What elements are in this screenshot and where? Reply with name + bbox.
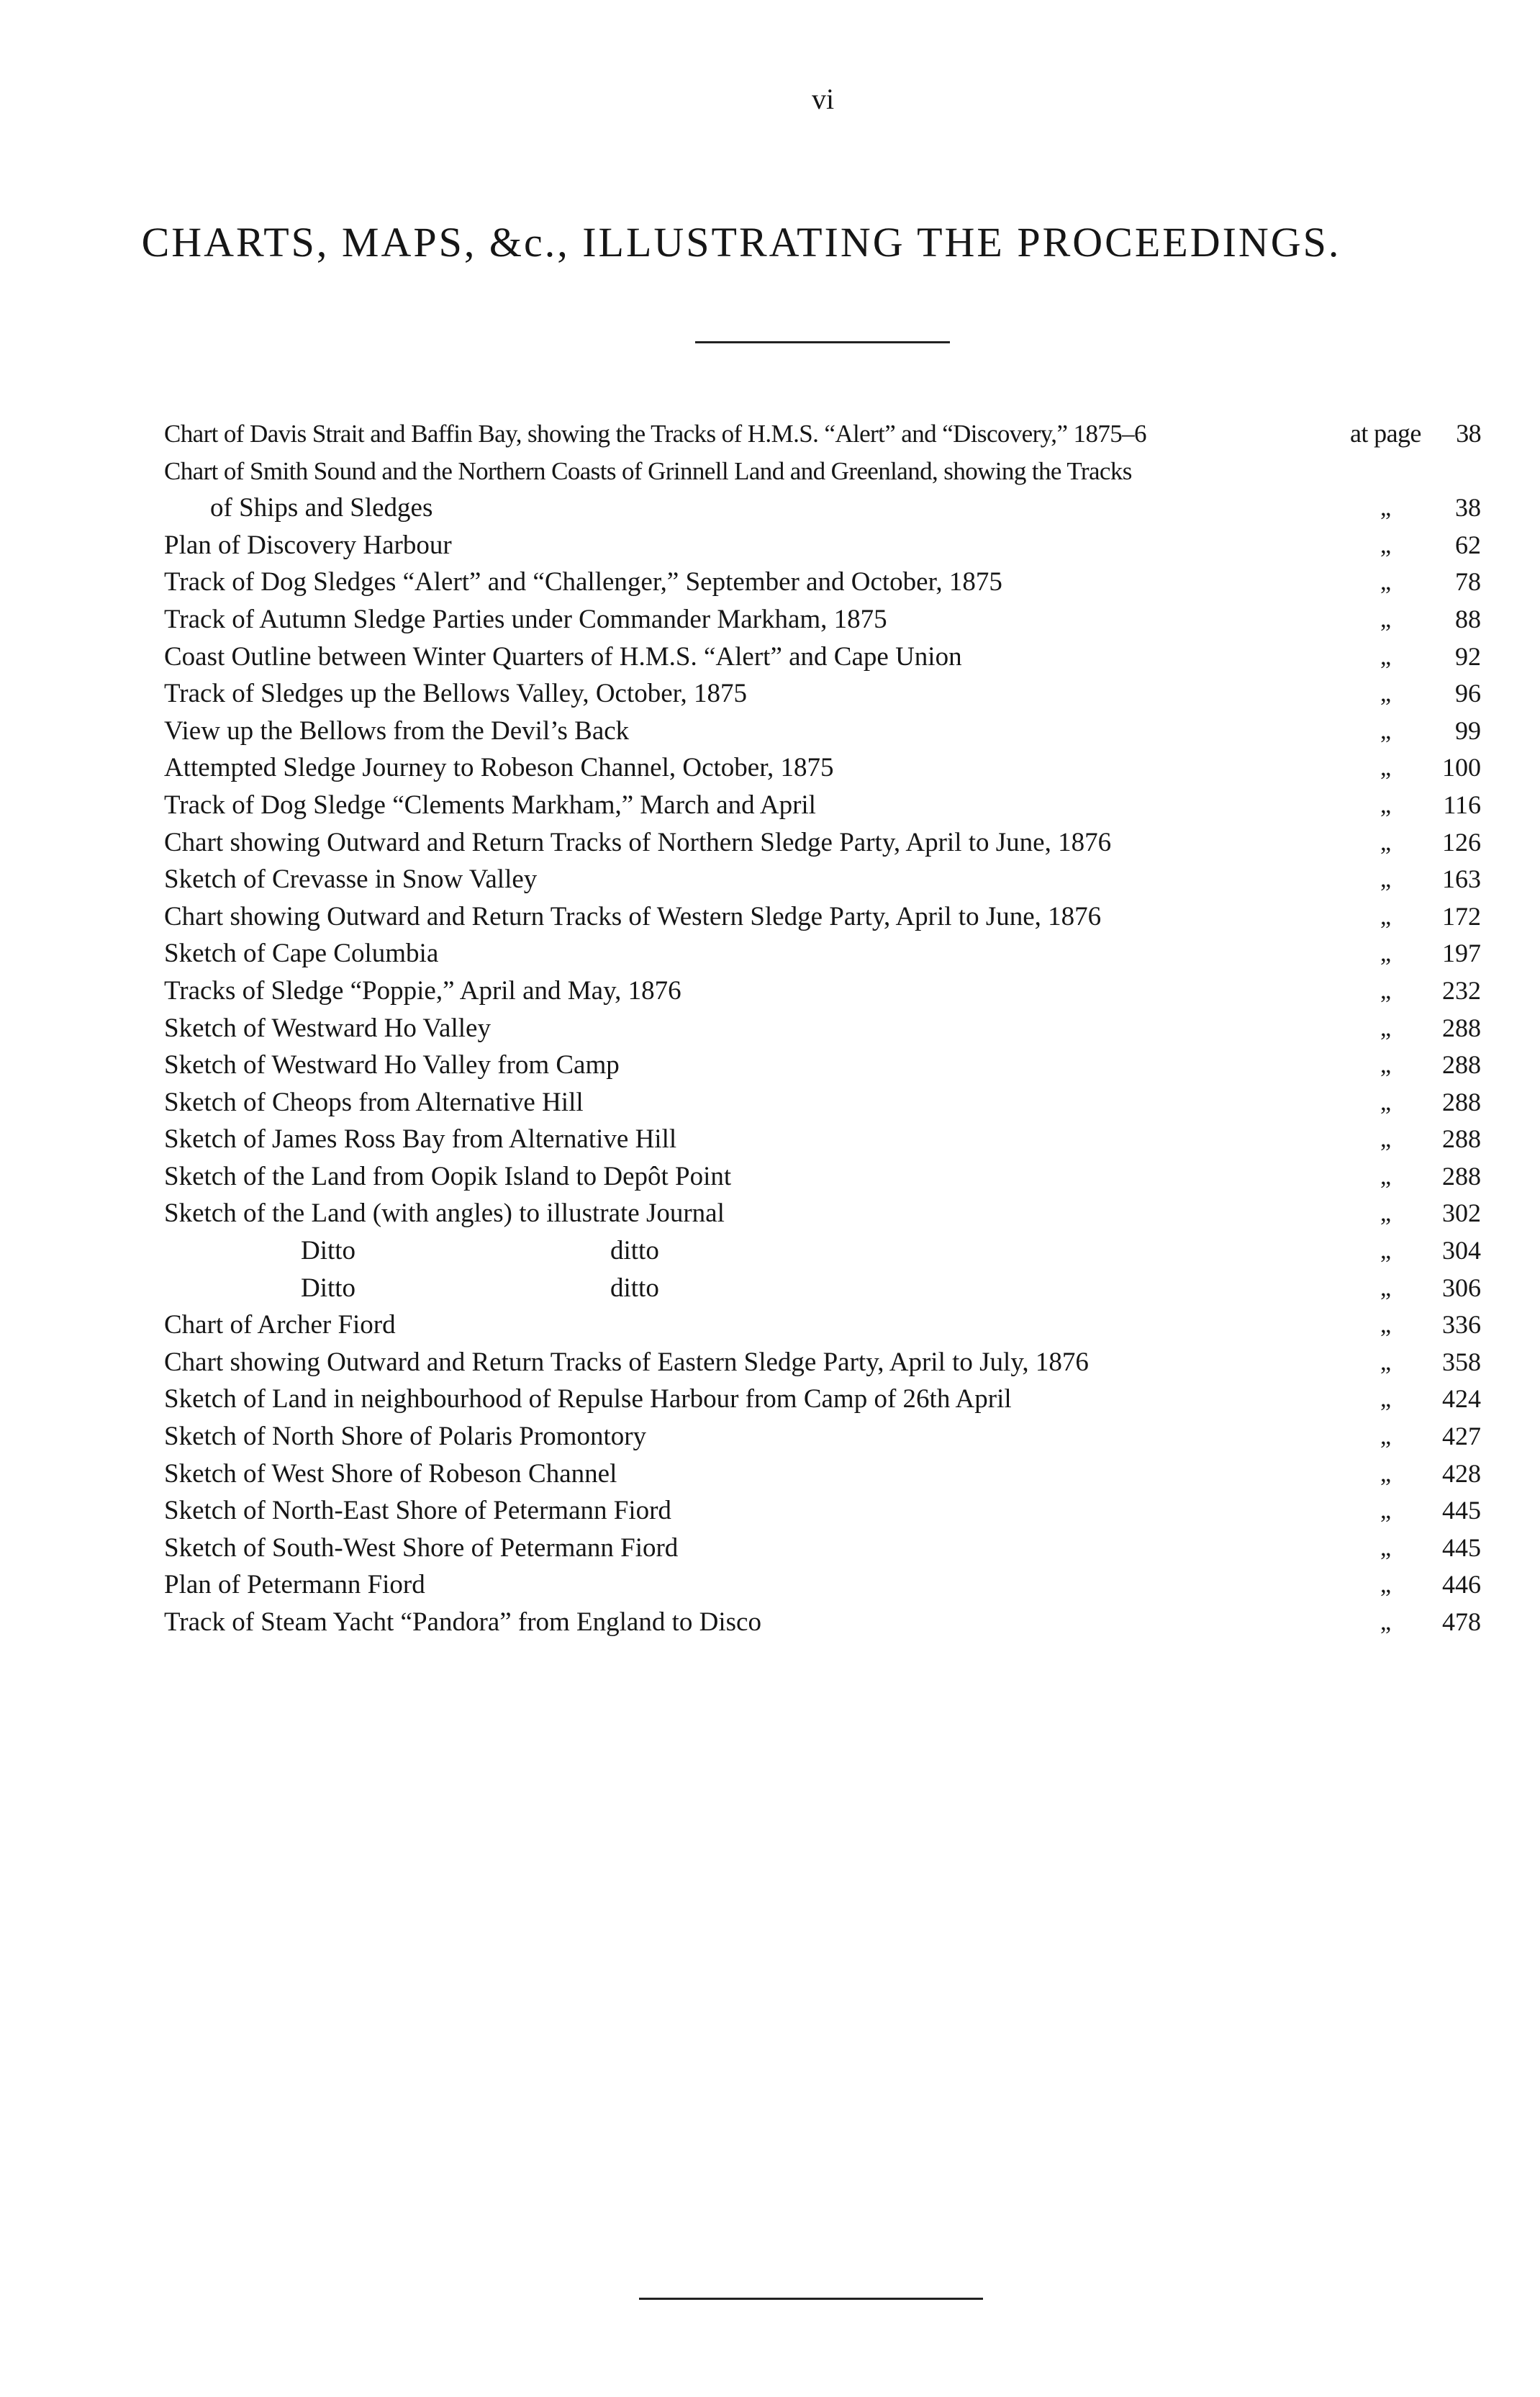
- ditto-mark: „: [1380, 1386, 1392, 1413]
- ditto-mark: „: [1380, 569, 1392, 596]
- entry-title: View up the Bellows from the Devil’s Back: [164, 716, 630, 746]
- entry-title: Sketch of Crevasse in Snow Valley: [164, 865, 538, 895]
- entry-title: of Ships and Sledges: [210, 493, 433, 523]
- ditto-mark: „: [1380, 791, 1392, 818]
- top-divider: [695, 341, 950, 343]
- list-item: [164, 527, 1481, 564]
- page-ref: 445: [1442, 1496, 1481, 1525]
- list-item: [164, 898, 1481, 936]
- entry-title: Track of Autumn Sledge Parties under Commander Markham, 1875: [164, 604, 887, 634]
- entry-title: Sketch of Cheops from Alternative Hill: [164, 1087, 584, 1117]
- page-ref: 100: [1442, 753, 1481, 782]
- ditto-mark: „: [1380, 1237, 1392, 1265]
- list-item: [164, 1455, 1481, 1493]
- page-ref: 288: [1442, 1161, 1481, 1191]
- list-item: [164, 787, 1481, 824]
- page-ref: 116: [1443, 790, 1481, 819]
- entry-title: Sketch of James Ross Bay from Alternative Hill: [164, 1124, 677, 1155]
- ditto-mark: „: [1380, 1014, 1392, 1042]
- ditto-mark: „: [1380, 1052, 1392, 1079]
- entry-title: Sketch of South-West Shore of Petermann Fiord: [164, 1532, 679, 1563]
- ditto-mark: „: [1380, 903, 1392, 930]
- ditto-mark: „: [1380, 605, 1392, 633]
- list-item: [164, 713, 1481, 750]
- ditto-mark: „: [1380, 1460, 1392, 1487]
- list-item: [164, 675, 1481, 713]
- at-page-label: at page: [1350, 419, 1421, 448]
- page-ref: 427: [1442, 1422, 1481, 1451]
- page-ref: 358: [1442, 1347, 1481, 1376]
- entry-title: Sketch of West Shore of Robeson Channel: [164, 1458, 617, 1489]
- list-item: [164, 601, 1481, 638]
- entry-title: Attempted Sledge Journey to Robeson Channel, October, 1875: [164, 753, 834, 783]
- ditto-mark: „: [1380, 1497, 1392, 1525]
- page-ref: 446: [1442, 1570, 1481, 1599]
- list-item: [164, 1566, 1481, 1604]
- page-ref: 288: [1442, 1087, 1481, 1116]
- entry-title: Track of Dog Sledge “Clements Markham,” March and April: [164, 790, 816, 820]
- entry-title: Plan of Petermann Fiord: [164, 1570, 425, 1600]
- page-ref: 38: [1456, 419, 1481, 448]
- list-item: [164, 415, 1481, 453]
- entry-title-ditto: ditto: [610, 1273, 659, 1303]
- list-item: [164, 1270, 1481, 1307]
- list-item: [164, 749, 1481, 787]
- page-ref: 302: [1442, 1198, 1481, 1228]
- entry-title: Chart of Smith Sound and the Northern Coasts of Grinnell Land and Greenland, showing the Tracks: [164, 456, 1132, 485]
- ditto-mark: „: [1380, 1200, 1392, 1227]
- entry-title: Coast Outline between Winter Quarters of H.M.S. “Alert” and Cape Union: [164, 641, 962, 672]
- list-item: [164, 1492, 1481, 1530]
- entry-title: Ditto: [301, 1236, 356, 1266]
- page-ref: 304: [1442, 1236, 1481, 1265]
- page-ref: 99: [1455, 716, 1481, 745]
- page-ref: 288: [1442, 1013, 1481, 1042]
- entry-title: Chart of Archer Fiord: [164, 1310, 396, 1340]
- ditto-mark: „: [1380, 643, 1392, 670]
- list-item: [164, 1344, 1481, 1381]
- page-ref: 424: [1442, 1384, 1481, 1414]
- entry-title: Sketch of North-East Shore of Petermann Fiord: [164, 1496, 671, 1526]
- ditto-mark: „: [1380, 1609, 1392, 1635]
- ditto-mark: „: [1380, 1274, 1392, 1301]
- page-ref: 288: [1442, 1050, 1481, 1080]
- ditto-mark: „: [1380, 495, 1392, 522]
- entry-title: Chart showing Outward and Return Tracks of Western Sledge Party, April to June, 1876: [164, 901, 1102, 931]
- ditto-mark: „: [1380, 1348, 1392, 1376]
- list-item: [164, 824, 1481, 862]
- entry-title: Chart showing Outward and Return Tracks of Eastern Sledge Party, April to July, 1876: [164, 1347, 1089, 1377]
- entry-title: Sketch of Westward Ho Valley from Camp: [164, 1050, 620, 1080]
- ditto-mark: „: [1380, 1423, 1392, 1450]
- ditto-mark: „: [1380, 977, 1392, 1004]
- page-ref: 288: [1442, 1124, 1481, 1154]
- page-ref: 126: [1442, 827, 1481, 857]
- list-item: [164, 1195, 1481, 1232]
- entry-title-ditto: ditto: [610, 1236, 659, 1266]
- list-item: [164, 1010, 1481, 1047]
- list-item: [164, 1306, 1481, 1344]
- page-ref: 428: [1442, 1458, 1481, 1488]
- page-ref: 172: [1442, 901, 1481, 931]
- list-item: [164, 1158, 1481, 1196]
- page-ref: 78: [1455, 567, 1481, 597]
- page-ref: 92: [1455, 641, 1481, 671]
- list-item: [164, 972, 1481, 1010]
- entry-title: Sketch of Cape Columbia: [164, 939, 439, 969]
- ditto-mark: „: [1380, 1126, 1392, 1153]
- page-ref: 88: [1455, 604, 1481, 633]
- list-item: [164, 564, 1481, 601]
- ditto-mark: „: [1380, 754, 1392, 782]
- list-item: [164, 638, 1481, 676]
- ditto-mark: „: [1380, 1571, 1392, 1599]
- entry-title: Chart of Davis Strait and Baffin Bay, showing the Tracks of H.M.S. “Alert” and “Discovery,” 1875–6: [164, 420, 1146, 448]
- page-ref: 62: [1455, 530, 1481, 559]
- page-ref: 336: [1442, 1310, 1481, 1340]
- ditto-mark: „: [1380, 1312, 1392, 1339]
- list-item: [164, 935, 1481, 972]
- entry-title: Tracks of Sledge “Poppie,” April and May, 1876: [164, 975, 681, 1006]
- ditto-mark: „: [1380, 531, 1392, 559]
- list-item: [164, 453, 1481, 490]
- list-item: [164, 861, 1481, 898]
- page-ref: 306: [1442, 1273, 1481, 1302]
- ditto-mark: „: [1380, 1534, 1392, 1561]
- list-item: [164, 1232, 1481, 1270]
- ditto-mark: „: [1380, 940, 1392, 967]
- entry-title: Track of Steam Yacht “Pandora” from England to Disco: [164, 1607, 761, 1637]
- list-item: [164, 1121, 1481, 1158]
- page-ref: 96: [1455, 679, 1481, 708]
- list-item: [164, 1418, 1481, 1455]
- bottom-divider: [639, 2298, 983, 2300]
- list-item: [164, 1381, 1481, 1418]
- list-item: [164, 1604, 1481, 1641]
- page-ref: 38: [1455, 493, 1481, 523]
- entry-title: Sketch of the Land (with angles) to illustrate Journal: [164, 1198, 725, 1229]
- page-ref: 163: [1442, 865, 1481, 894]
- list-item: [164, 1084, 1481, 1121]
- entry-title: Track of Dog Sledges “Alert” and “Challenger,” September and October, 1875: [164, 567, 1002, 597]
- page-ref: 445: [1442, 1532, 1481, 1562]
- entry-title: Sketch of Land in neighbourhood of Repulse Harbour from Camp of 26th April: [164, 1384, 1012, 1414]
- entry-title: Sketch of Westward Ho Valley: [164, 1013, 491, 1043]
- list-item: [164, 1047, 1481, 1084]
- entries-list: [164, 415, 1481, 1641]
- page-ref: 232: [1442, 975, 1481, 1005]
- entry-title: Track of Sledges up the Bellows Valley, October, 1875: [164, 679, 748, 709]
- ditto-mark: „: [1380, 717, 1392, 744]
- ditto-mark: „: [1380, 1163, 1392, 1190]
- entry-title: Sketch of the Land from Oopik Island to Depôt Point: [164, 1161, 732, 1191]
- page-title: CHARTS, MAPS, &c., ILLUSTRATING THE PROCEEDINGS.: [141, 219, 1341, 266]
- ditto-mark: „: [1380, 829, 1392, 856]
- ditto-mark: „: [1380, 680, 1392, 708]
- page-number: vi: [812, 83, 835, 115]
- ditto-mark: „: [1380, 866, 1392, 893]
- list-item: [164, 489, 1481, 527]
- page-ref: 478: [1442, 1607, 1481, 1636]
- ditto-mark: „: [1380, 1088, 1392, 1116]
- entry-title: Plan of Discovery Harbour: [164, 530, 452, 560]
- entry-title: Sketch of North Shore of Polaris Promontory: [164, 1422, 647, 1452]
- entry-title: Chart showing Outward and Return Tracks of Northern Sledge Party, April to June, 1876: [164, 827, 1112, 857]
- list-item: [164, 1530, 1481, 1567]
- entry-title: Ditto: [301, 1273, 356, 1303]
- page-ref: 197: [1442, 939, 1481, 968]
